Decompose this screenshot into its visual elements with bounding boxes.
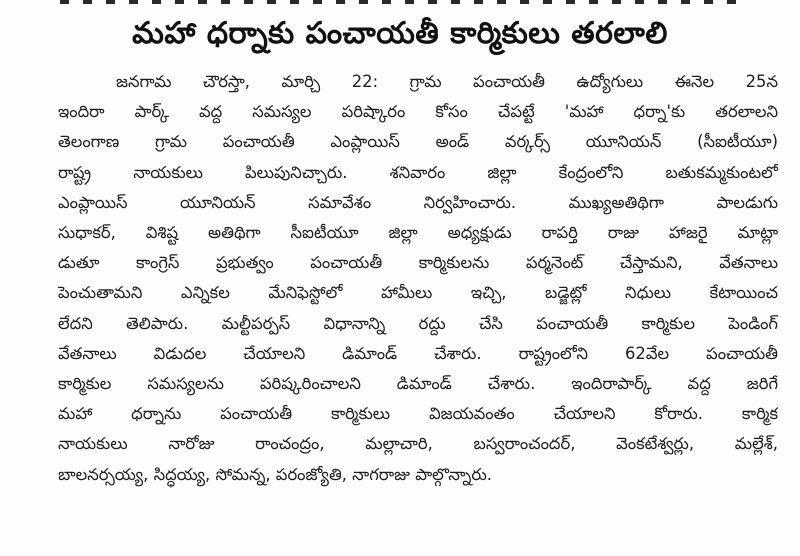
article-line: పెంచుతామని ఎన్నికల మేనిఫెస్టోలో హామీలు ఇచ్చి, బడ్జెట్లో నిధులు కేటాయించ [58, 283, 778, 303]
article-line: మహా ధర్నాను పంచాయతీ కార్మికులు విజయవంతం చేయాలని కోరారు. కార్మిక [58, 404, 778, 424]
article-headline: మహా ధర్నాకు పంచాయతీ కార్మికులు తరలాలి [132, 16, 668, 51]
article-body [58, 67, 778, 490]
article-line: లేదని తెలిపారు. మల్టీపర్పస్ విధానాన్ని రద్దు చేసి పంచాయతీ కార్మికుల పెండింగ్ [58, 313, 778, 333]
cropped-text-fragment-bottom [150, 549, 710, 556]
article-line: రాష్ట్ర నాయకులు పిలుపునిచ్చారు. శనివారం జిల్లా కేంద్రంలోని బతుకమ్మకుంటలో [58, 162, 778, 182]
cropped-text-fragment-top [60, 0, 760, 4]
article-line: సుధాకర్, విశిష్ట అతిథిగా సీఐటీయూ జిల్లా అధ్యక్షుడు రాపర్తి రాజు హాజరై మాట్లా [58, 223, 778, 243]
article-line: ఇందిరా పార్క్ వద్ద సమస్యల పరిష్కారం కోసం చేపట్టే 'మహా ధర్నా'కు తరలాలని [58, 102, 778, 122]
article-line: కార్మికుల సమస్యలను పరిష్కరించాలని డిమాండ్ చేశారు. ఇందిరాపార్క్ వద్ద జరిగే [58, 374, 778, 394]
article-line: ఎంప్లాయిస్ యూనియన్ సమావేశం నిర్వహించారు. ముఖ్యఅతిథిగా పాలడుగు [58, 192, 778, 212]
article-line: తెలంగాణ గ్రామ పంచాయతీ ఎంప్లాయిస్ అండ్ వర్కర్స్ యూనియన్ (సీఐటీయూ) [58, 132, 778, 152]
article-line: నాయకులు నారోజు రాంచంద్రం, మల్లాచారి, బస్వరాంచందర్, వెంకటేశ్వర్లు, మల్లేశ్, [58, 434, 778, 454]
article-line: జనగామ చౌరస్తా, మార్చి 22: గ్రామ పంచాయతీ ఉద్యోగులు ఈనెల 25న [116, 72, 778, 91]
article-line: బాలనర్సయ్య, సిద్ధయ్య, సోమన్న, పరంజ్యోతి, నాగరాజు పాల్గొన్నారు. [58, 464, 492, 484]
article-line: వేతనాలు విడుదల చేయాలని డిమాండ్ చేశారు. రాష్ట్రంలోని 62వేల పంచాయతీ [58, 343, 778, 363]
article-line: డుతూ కాంగ్రెస్ ప్రభుత్వం పంచాయతీ కార్మికులను పర్మనెంట్ చేస్తామని, వేతనాలు [58, 253, 778, 273]
